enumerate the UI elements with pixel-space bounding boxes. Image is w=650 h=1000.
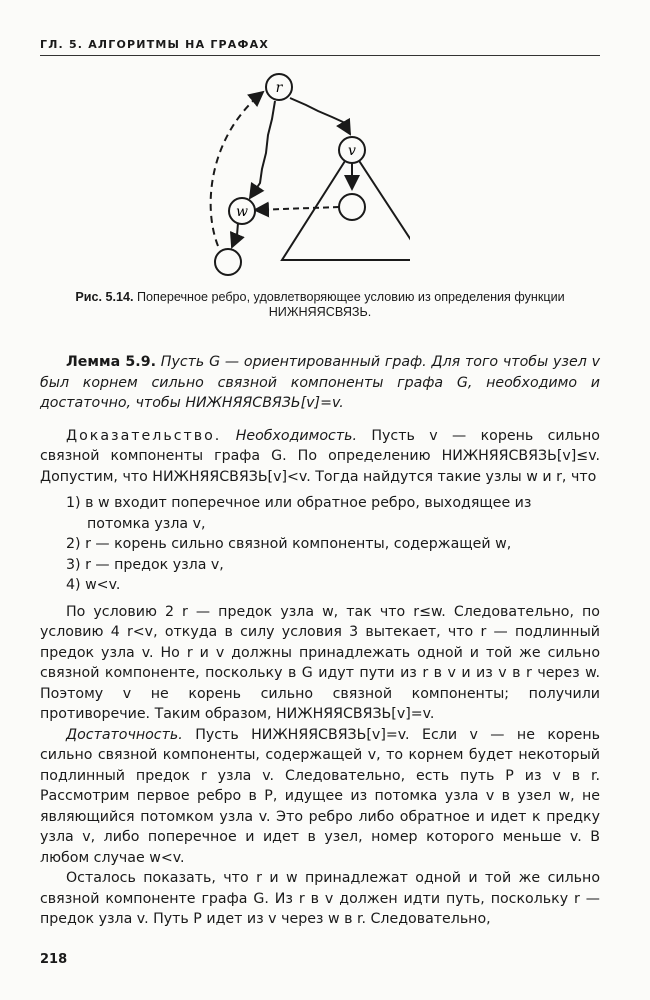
page-number: 218 [40,952,68,967]
condition-1-num: 1) [66,495,81,511]
sufficiency-paragraph [40,725,600,869]
necessity-label: Необходимость. [235,427,357,444]
tree-edge-r-v [290,98,350,134]
body-text [40,352,600,930]
caption-line-1: Поперечное ребро, удовлетворяющее условию из определения функции [136,290,565,304]
node-v-label: v [348,143,356,159]
condition-2 [66,534,600,555]
caption-label: Рис. 5.14. [75,290,134,304]
condition-4 [66,575,600,596]
lemma-paragraph [40,352,600,414]
proof-lead: Доказательство. [66,427,222,444]
condition-3 [66,555,600,576]
conditions-list [66,493,600,596]
condition-3-text: r — предок узла v, [85,556,224,573]
caption-line-2: НИЖНЯЯСВЯЗЬ. [268,305,372,319]
node-w-label: w [236,204,248,220]
header-rule [40,55,600,56]
lemma-statement: Пусть G — ориентированный граф. Для того чтобы узел v был корнем сильно связной компоненты графа G, необходимо и достаточно, чтобы НИЖНЯЯСВЯЗЬ[v]=v. [40,354,600,411]
condition-3-num: 3) [66,556,81,573]
condition-1 [66,493,600,514]
figure-caption [40,290,600,320]
tree-edge-w-leaf [232,223,238,247]
sufficiency-text: Пусть НИЖНЯЯСВЯЗЬ[v]=v. Если v — не корень сильно связной компоненты, содержащей v, то корнем будет некоторый подлинный предок r узла v. Следовательно, есть путь P из v в r. Рассмотрим первое ребро в P, идущее из потомка узла v в узел w, не являющийся потомком узла v. Это ребро либо обратное и идет к предку узла v, либо поперечное и идет в узел, номер которого меньше v. В любом случае w<v. [40,726,600,866]
sufficiency-label: Достаточность. [66,726,183,743]
running-head: ГЛ. 5. АЛГОРИТМЫ НА ГРАФАХ [40,38,270,51]
node-r [266,74,292,100]
node-v-descendant [339,194,365,220]
tree-edge-r-w [250,101,275,198]
cross-edge [255,207,339,210]
node-r-label: r [275,80,283,96]
condition-4-num: 4) [66,577,81,593]
condition-1-text: в w входит поперечное или обратное ребро, выходящее из [85,495,532,511]
figure-5-14 [180,65,410,280]
node-w [229,198,255,224]
node-v [339,137,365,163]
condition-1-cont: потомка узла v, [87,515,206,532]
condition-2-text: r — корень сильно связной компоненты, содержащей w, [85,536,512,552]
condition-4-text: w<v. [85,577,121,593]
paragraph-3: Осталось показать, что r и w принадлежат одной и той же сильно связной компоненте графа G. Из r в v должен идти путь, поскольку r — предок узла v. Путь P идет из v через w в r. Следовательно, [40,870,600,927]
node-w-descendant [215,249,241,275]
necessity-text: Пусть v — корень сильно связной компоненты графа G. По определению НИЖНЯЯСВЯЗЬ[v]≤v. Допустим, что НИЖНЯЯСВЯЗЬ[v]<v. Тогда найдутся такие узлы w и r, что [40,427,600,485]
lemma-title: Лемма 5.9. [66,354,156,370]
condition-2-num: 2) [66,536,81,552]
paragraph-1: По условию 2 r — предок узла w, так что r≤w. Следовательно, по условию 4 r<v, откуда в силу условия 3 вытекает, что r — подлинный предок узла v. Но r и v должны принадлежать одной и той же сильно связной компоненте, поскольку в G идут пути из r в v и из v в r через w. Поэтому v не корень сильно связной компоненты; получили противоречие. Таким образом, НИЖНЯЯСВЯЗЬ[v]=v. [40,603,600,722]
necessity-paragraph [40,426,600,488]
